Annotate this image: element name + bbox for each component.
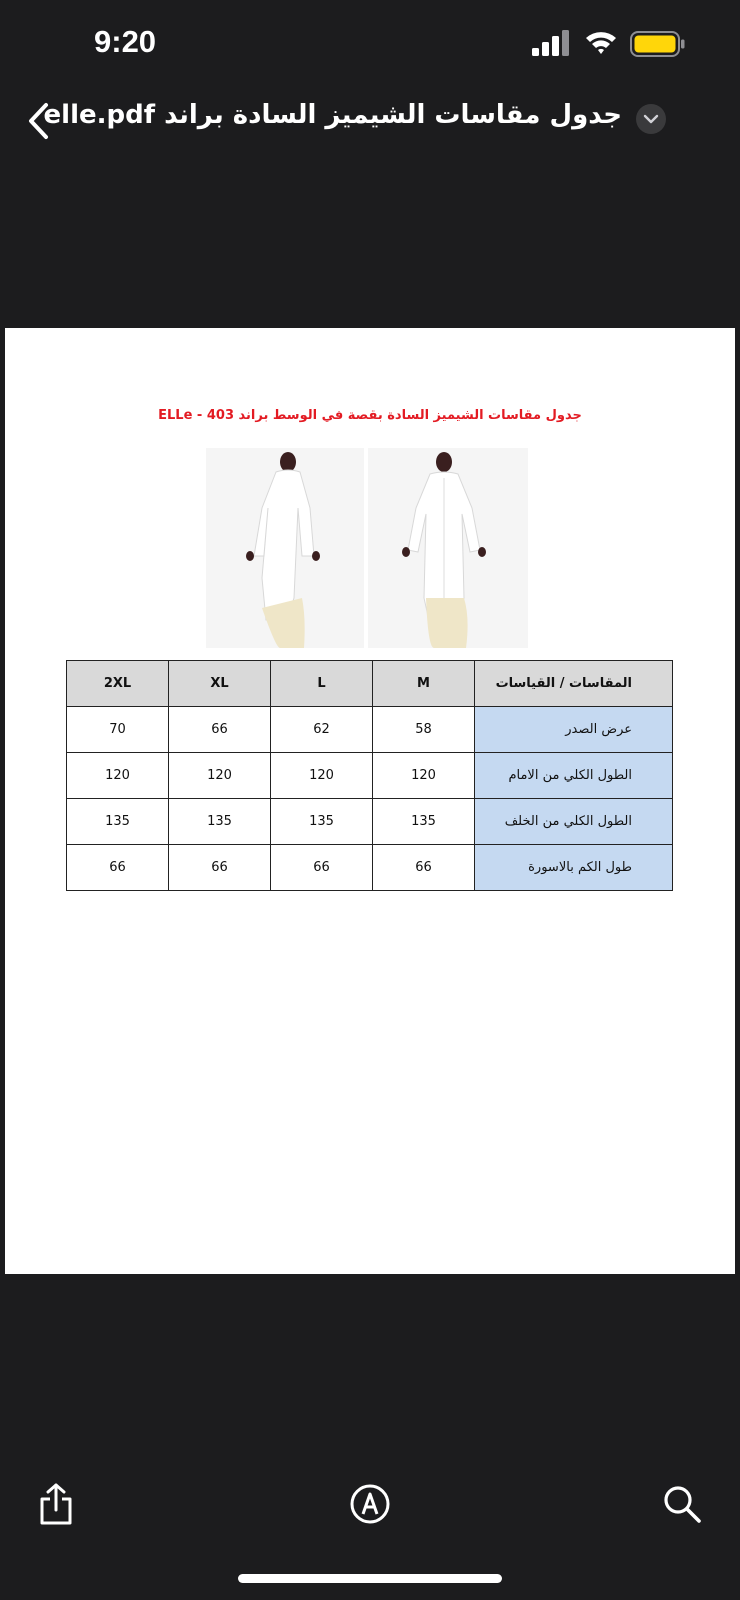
column-header: L (271, 661, 373, 707)
bottom-toolbar (0, 1470, 740, 1540)
share-button[interactable] (32, 1480, 80, 1528)
document-title[interactable]: جدول مقاسات الشيميز السادة براند elle.pdf (43, 100, 622, 130)
size-chart-table (66, 660, 673, 891)
corner-header: المقاسات / القياسات (475, 661, 673, 707)
row-label: الطول الكلي من الخلف (475, 799, 673, 845)
table-cell: 66 (271, 845, 373, 891)
table-cell: 120 (271, 753, 373, 799)
table-cell: 135 (373, 799, 475, 845)
table-cell: 70 (67, 707, 169, 753)
table-cell: 135 (67, 799, 169, 845)
table-cell: 58 (373, 707, 475, 753)
table-row (67, 845, 673, 891)
cellular-signal-icon (532, 30, 572, 56)
column-header: XL (169, 661, 271, 707)
table-cell: 135 (271, 799, 373, 845)
wifi-icon (584, 28, 618, 56)
battery-icon (630, 31, 686, 57)
column-header: M (373, 661, 475, 707)
row-label: طول الكم بالاسورة (475, 845, 673, 891)
table-cell: 62 (271, 707, 373, 753)
page-heading: جدول مقاسات الشيميز السادة بقصة في الوسط براند ELLe - 403 (158, 408, 582, 423)
title-menu-button[interactable] (636, 104, 666, 134)
table-cell: 135 (169, 799, 271, 845)
markup-icon (349, 1483, 391, 1525)
table-row (67, 799, 673, 845)
markup-button[interactable] (346, 1480, 394, 1528)
column-header: 2XL (67, 661, 169, 707)
pdf-page[interactable] (5, 328, 735, 1274)
search-icon (662, 1484, 702, 1524)
table-cell: 120 (169, 753, 271, 799)
row-label: الطول الكلي من الامام (475, 753, 673, 799)
row-label: عرض الصدر (475, 707, 673, 753)
home-indicator[interactable] (238, 1574, 502, 1583)
table-header-row (67, 661, 673, 707)
table-cell: 66 (373, 845, 475, 891)
table-cell: 120 (373, 753, 475, 799)
search-button[interactable] (658, 1480, 706, 1528)
table-row (67, 707, 673, 753)
garment-back-photo (206, 448, 364, 648)
table-row (67, 753, 673, 799)
share-icon (36, 1482, 76, 1526)
table-cell: 66 (169, 845, 271, 891)
table-cell: 66 (67, 845, 169, 891)
chevron-down-icon (643, 114, 659, 124)
garment-front-photo (368, 448, 528, 648)
status-bar (0, 0, 740, 88)
table-cell: 120 (67, 753, 169, 799)
navigation-bar (0, 92, 740, 152)
status-time: 9:20 (94, 24, 157, 59)
table-cell: 66 (169, 707, 271, 753)
